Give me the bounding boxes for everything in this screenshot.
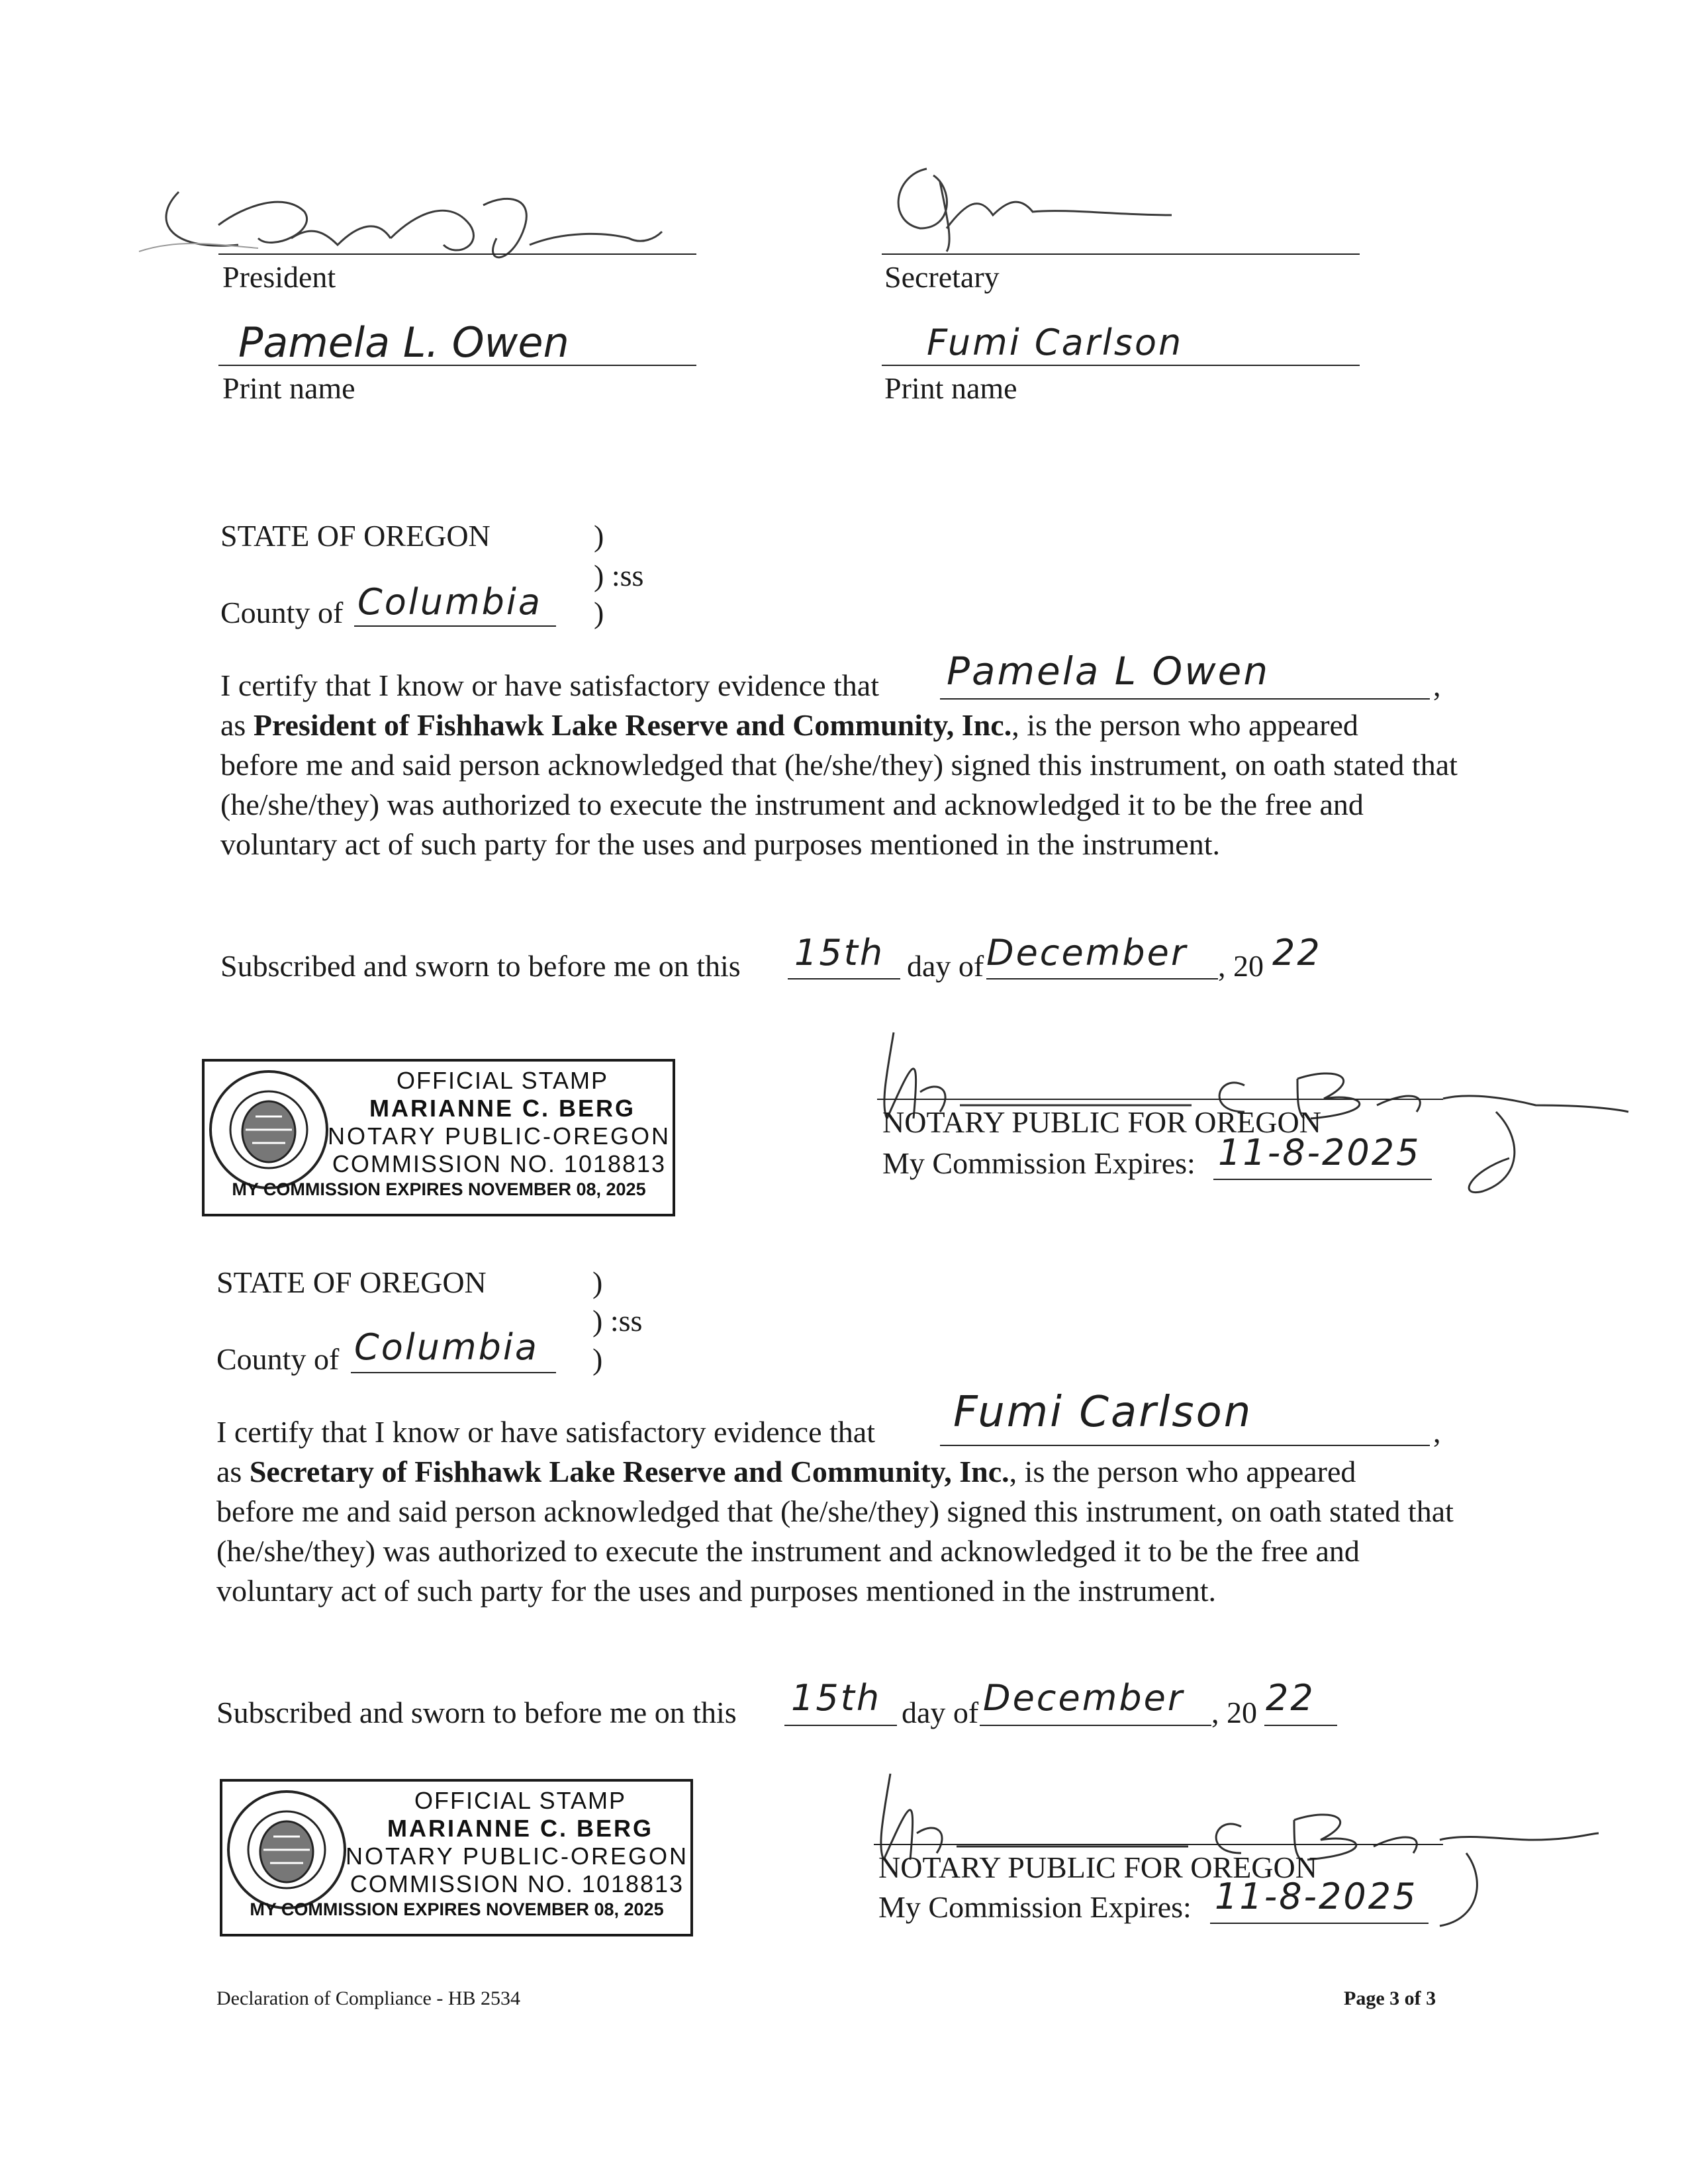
commission-date: 11-8-2025 [1218, 1132, 1421, 1173]
stamp-notary-name: MARIANNE C. BERG [369, 1095, 635, 1122]
as-prefix: as [216, 1455, 250, 1488]
sworn-prefix: Subscribed and sworn to before me on this [220, 949, 741, 983]
entity-role: Secretary of Fishhawk Lake Reserve and Community, Inc. [249, 1455, 1009, 1488]
sworn-month: December [983, 1677, 1185, 1719]
secretary-signature [880, 149, 1185, 255]
as-suffix: , is the person who appeared [1011, 708, 1358, 742]
stamp-notary-name: MARIANNE C. BERG [387, 1815, 653, 1842]
stamp-commission-no: COMMISSION NO. 1018813 [332, 1150, 667, 1177]
county-value: Columbia [354, 1326, 539, 1368]
county-label: County of [216, 1342, 340, 1376]
sworn-year-prefix: , 20 [1218, 949, 1264, 983]
president-print-name: Pamela L. Owen [238, 318, 569, 367]
sworn-day-label: day of [902, 1696, 979, 1729]
ss-marker: ) :ss [592, 1304, 643, 1338]
state-heading: STATE OF OREGON [216, 1265, 487, 1299]
certify-prefix: I certify that I know or have satisfactory evidence that [216, 1415, 875, 1449]
sworn-day: 15th [794, 932, 885, 974]
paren: ) [592, 1342, 603, 1376]
secretary-print-label: Print name [884, 371, 1017, 405]
as-suffix: , is the person who appeared [1009, 1455, 1356, 1488]
paren: ) [592, 1265, 603, 1299]
secretary-print-name: Fumi Carlson [927, 322, 1184, 363]
notary-title: NOTARY PUBLIC FOR OREGON [878, 1850, 1317, 1884]
certify-name: Fumi Carlson [953, 1388, 1253, 1437]
commission-label: My Commission Expires: [882, 1146, 1196, 1180]
certify-name: Pamela L Owen [947, 649, 1270, 694]
stamp-line-3: NOTARY PUBLIC-OREGON [327, 1122, 671, 1150]
sworn-day: 15th [791, 1677, 882, 1719]
stamp-expiry: MY COMMISSION EXPIRES NOVEMBER 08, 2025 [232, 1179, 646, 1199]
stamp-line-1: OFFICIAL STAMP [414, 1787, 627, 1814]
president-signature [139, 152, 722, 265]
certify-comma: , [1433, 1415, 1441, 1449]
county-label: County of [220, 596, 344, 629]
certify-comma: , [1433, 668, 1441, 702]
president-print-label: Print name [222, 371, 355, 405]
secretary-label: Secretary [884, 260, 1000, 294]
footer-page-number: Page 3 of 3 [1344, 1987, 1436, 2009]
stamp-line-3: NOTARY PUBLIC-OREGON [345, 1843, 689, 1870]
as-prefix: as [220, 708, 254, 742]
sworn-year: 22 [1272, 932, 1322, 974]
stamp-commission-no: COMMISSION NO. 1018813 [350, 1870, 684, 1897]
as-line [216, 1452, 1356, 1492]
stamp-line-1: OFFICIAL STAMP [396, 1067, 609, 1094]
official-stamp [202, 1059, 675, 1216]
paren: ) [594, 519, 604, 553]
president-label: President [222, 260, 336, 294]
as-line [220, 705, 1358, 745]
acknowledgment-text: before me and said person acknowledged that (he/she/they) signed this instrument, on oath stated that (he/she/they) was authorized to execute the instrument and acknowledged it to be the free and voluntary act of such party for the uses and purposes mentioned in the instrument. [220, 748, 1458, 861]
commission-label: My Commission Expires: [878, 1890, 1192, 1924]
oregon-seal-icon [224, 1787, 350, 1913]
commission-date: 11-8-2025 [1215, 1876, 1418, 1917]
paren: ) [594, 596, 604, 629]
notary-title: NOTARY PUBLIC FOR OREGON [882, 1105, 1321, 1139]
ss-marker: ) :ss [594, 559, 644, 592]
sworn-month: December [986, 932, 1188, 974]
certify-prefix: I certify that I know or have satisfactory evidence that [220, 668, 879, 702]
sworn-day-label: day of [907, 949, 984, 983]
acknowledgment-text: before me and said person acknowledged that (he/she/they) signed this instrument, on oath stated that (he/she/they) was authorized to execute the instrument and acknowledged it to be the free and voluntary act of such party for the uses and purposes mentioned in the instrument. [216, 1494, 1454, 1608]
footer-document-title: Declaration of Compliance - HB 2534 [216, 1987, 521, 2009]
sworn-year: 22 [1266, 1677, 1315, 1719]
stamp-expiry: MY COMMISSION EXPIRES NOVEMBER 08, 2025 [250, 1899, 664, 1919]
county-value: Columbia [357, 581, 542, 623]
official-stamp [220, 1779, 693, 1936]
sworn-prefix: Subscribed and sworn to before me on this [216, 1696, 737, 1729]
state-heading: STATE OF OREGON [220, 519, 491, 553]
oregon-seal-icon [206, 1067, 332, 1193]
sworn-year-prefix: , 20 [1211, 1696, 1257, 1729]
entity-role: President of Fishhawk Lake Reserve and Community, Inc. [253, 708, 1012, 742]
